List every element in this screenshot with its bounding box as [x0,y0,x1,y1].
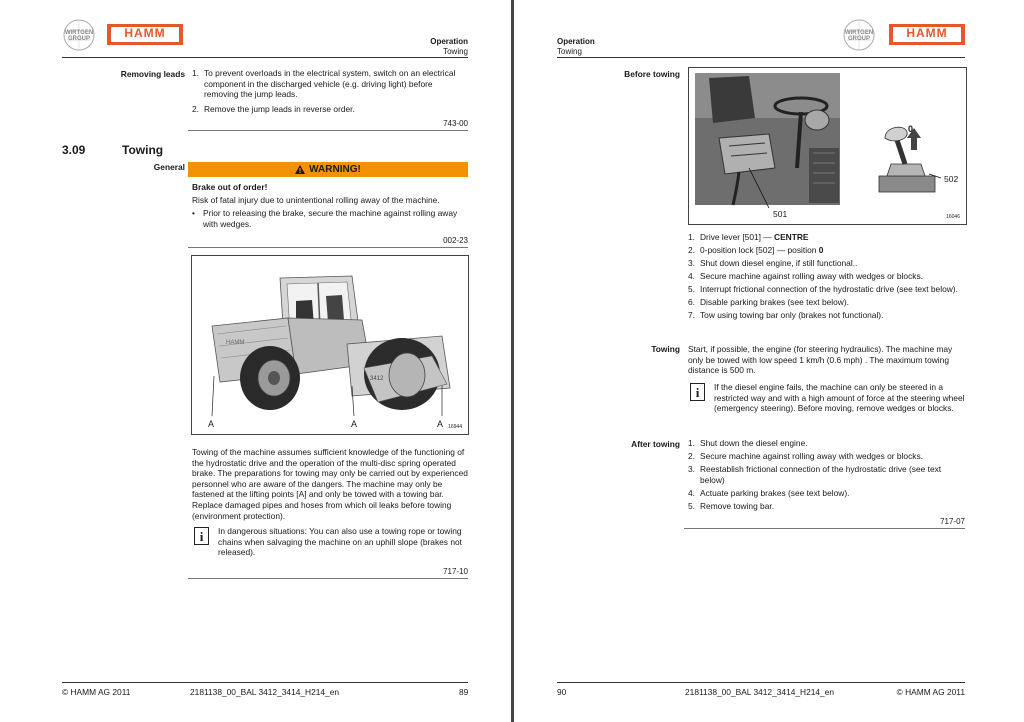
general-label: General [153,162,185,172]
right-page [514,0,1024,722]
footer-page-number: 90 [557,687,567,697]
lifting-point-label: A [208,419,215,429]
list-item: 3. Reestablish frictional connection of the hydrostatic drive (see text below) [688,463,942,485]
warning-text: Risk of fatal injury due to unintentional rolling away of the machine. [192,195,440,205]
list-item: 4. Secure machine against rolling away with wedges or blocks. [688,270,923,281]
warning-heading: Brake out of order! [192,182,268,192]
list-item: 1. Shut down the diesel engine. [688,438,808,448]
towing-label: Towing [651,344,680,354]
list-item: 2. Secure machine against rolling away with wedges or blocks. [688,450,923,461]
section-number: 3.09 [62,143,86,157]
header-subtitle: Towing [443,47,468,56]
list-item: 1. Drive lever [501] — CENTRE [688,232,809,242]
footer-copyright: © HAMM AG 2011 [896,687,965,697]
header-rule [62,57,468,58]
list-item: 2. Remove the jump leads in reverse order. [192,103,355,114]
header-rule [557,57,965,58]
hamm-logo: HAMM [107,24,183,45]
footer-rule [62,682,468,683]
before-towing-label: Before towing [624,69,680,79]
towing-text: Start, if possible, the engine (for steering hydraulics). The machine may only be towed with low speed 1 km/h (0.6 mph) . The maximum towing distance is 500 m. [688,344,953,376]
section-divider [188,247,468,248]
figure-reference: 16046 [946,214,960,220]
position-zero-label: 0 [908,124,914,134]
figure-reference: 16944 [448,424,462,430]
reference-code: 002-23 [443,236,468,245]
header-title: Operation [557,37,595,46]
after-towing-label: After towing [631,439,680,449]
lifting-point-label: A [437,419,444,429]
lifting-point-label: A [351,419,358,429]
list-item: 7. Tow using towing bar only (brakes not functional). [688,309,884,320]
list-item: 5. Remove towing bar. [688,500,775,511]
list-item: 5. Interrupt frictional connection of the hydrostatic drive (see text below). [688,283,958,294]
reference-code: 717-10 [443,567,468,576]
lock-502-label: 502 [944,174,959,184]
footer-document-id: 2181138_00_BAL 3412_3414_H214_en [190,687,340,697]
hamm-logo: HAMM [889,24,965,45]
removing-leads-label: Removing leads [120,69,185,79]
drum-model-text: 3412 [370,376,384,382]
list-item: 6. Disable parking brakes (see text below). [688,296,849,307]
list-item: 2. 0-position lock [502] — position 0 [688,244,824,255]
header-title: Operation [430,37,468,46]
controls-figure [688,67,967,225]
machine-brand-text: HAMM [226,340,245,346]
section-divider [188,130,468,131]
info-icon: i [194,527,209,545]
header-subtitle: Towing [557,47,582,56]
footer-document-id: 2181138_00_BAL 3412_3414_H214_en [685,687,835,697]
footer-copyright: © HAMM AG 2011 [62,687,131,697]
drive-lever-501-label: 501 [773,209,788,219]
after-towing-steps [688,438,966,514]
before-towing-steps [688,232,966,323]
reference-code: 743-00 [443,119,468,128]
roller-illustration [192,256,468,434]
wirtgen-group-logo: WIRTGEN GROUP [62,18,96,52]
roller-figure [191,255,469,435]
reference-code: 717-07 [940,517,965,526]
controls-illustration [689,68,966,224]
removing-leads-steps [192,68,467,117]
section-divider [684,528,965,529]
section-divider [188,578,468,579]
warning-banner: WARNING! [188,162,468,177]
list-item: 1. To prevent overloads in the electrical system, switch on an electrical component in the discharged vehicle (e.g. driving light) before removing the jump leads. [192,68,456,100]
list-item: 4. Actuate parking brakes (see text below). [688,487,850,498]
wirtgen-group-logo: WIRTGEN GROUP [842,18,876,52]
info-note: In dangerous situations: You can also use a towing rope or towing chains when salvaging the machine on an uphill slope (brakes not released). [218,526,462,558]
info-icon: i [690,383,705,401]
warning-bullet: • Prior to releasing the brake, secure the machine against rolling away with wedges. [192,208,458,229]
towing-body-text: Towing of the machine assumes sufficient knowledge of the functioning of the hydrostatic drive and the operation of the multi-disc spring operated brake. The preparations for towing may only be carried out by experienced personnel who are aware of the dangers. The machine may only be fastened at the lifting points [A] and only be towed with a towing bar. Replace damaged pipes and hoses from which oil leaks before towing (environment protection). [192,447,468,521]
towing-info-note: If the diesel engine fails, the machine can only be steered in a restricted way and with a high amount of force at the steering wheel (emergency steering). Before moving, remove wedges or blocks. [714,382,965,414]
bullet-icon: • [192,208,195,218]
list-item: 3. Shut down diesel engine, if still functional.. [688,257,858,268]
footer-page-number: 89 [459,687,469,697]
footer-rule [557,682,965,683]
section-title: Towing [122,143,164,157]
